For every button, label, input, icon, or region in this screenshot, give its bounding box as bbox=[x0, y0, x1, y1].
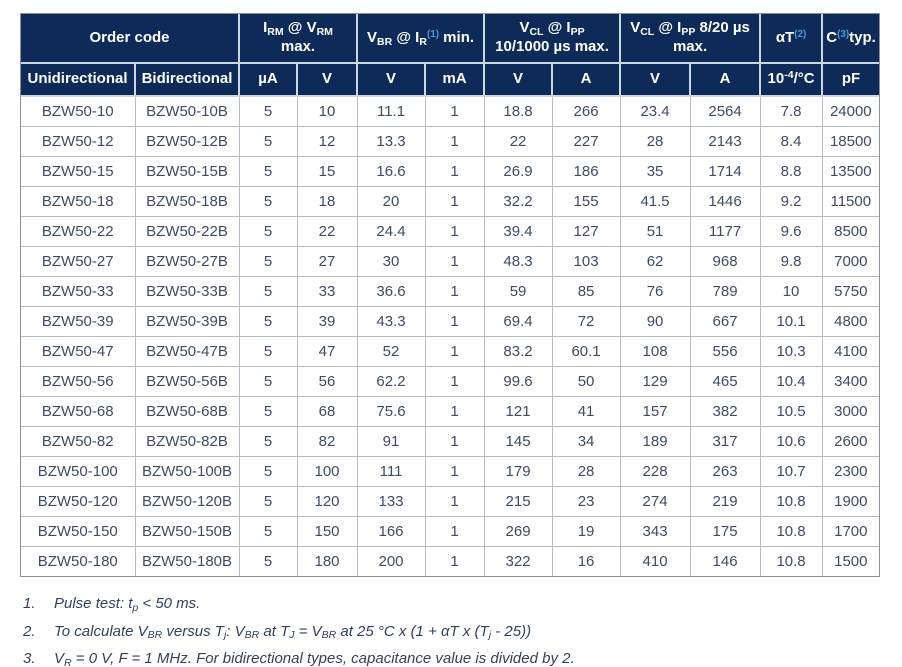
cell-unidirectional: BZW50-47 bbox=[21, 336, 135, 366]
header-vbr-ir: $V_{BR}$ @ $I_R^{(1)}$ min. bbox=[357, 14, 484, 63]
table-row bbox=[21, 306, 879, 336]
header-c-typ: C$^{(3)}$typ. bbox=[822, 14, 879, 63]
cell-vcl-8-20: 157 bbox=[620, 396, 690, 426]
cell-ipp-10-1000: 16 bbox=[552, 546, 620, 576]
table-row bbox=[21, 516, 879, 546]
cell-ipp-10-1000: 28 bbox=[552, 456, 620, 486]
cell-vcl-10-1000: 322 bbox=[484, 546, 552, 576]
cell-c-typ: 5750 bbox=[822, 276, 879, 306]
footnote-ref-2: (2) bbox=[794, 29, 807, 41]
cell-irm: 5 bbox=[239, 396, 297, 426]
cell-bidirectional: BZW50-27B bbox=[135, 246, 239, 276]
header-vcl-10-1000: $V_{CL}$ @ $I_{PP}$ 10/1000 µs max. bbox=[484, 14, 620, 63]
cell-vrm: 33 bbox=[297, 276, 357, 306]
footnote-3 bbox=[23, 649, 882, 667]
cell-ir: 1 bbox=[425, 486, 484, 516]
table-row bbox=[21, 216, 879, 246]
subheader-bidirectional: Bidirectional bbox=[135, 63, 239, 96]
cell-bidirectional: BZW50-68B bbox=[135, 396, 239, 426]
cell-unidirectional: BZW50-10 bbox=[21, 96, 135, 126]
cell-bidirectional: BZW50-150B bbox=[135, 516, 239, 546]
cell-ir: 1 bbox=[425, 456, 484, 486]
cell-vrm: 56 bbox=[297, 366, 357, 396]
cell-vcl-10-1000: 69.4 bbox=[484, 306, 552, 336]
cell-alpha-t: 10.6 bbox=[760, 426, 822, 456]
cell-unidirectional: BZW50-180 bbox=[21, 546, 135, 576]
cell-ipp-10-1000: 103 bbox=[552, 246, 620, 276]
cell-irm: 5 bbox=[239, 96, 297, 126]
unit-ua: µA bbox=[239, 63, 297, 96]
footnote-number: 2. bbox=[23, 622, 36, 640]
cell-ir: 1 bbox=[425, 96, 484, 126]
cell-vcl-8-20: 108 bbox=[620, 336, 690, 366]
cell-vbr: 200 bbox=[357, 546, 425, 576]
cell-vcl-8-20: 76 bbox=[620, 276, 690, 306]
cell-alpha-t: 9.6 bbox=[760, 216, 822, 246]
cell-bidirectional: BZW50-120B bbox=[135, 486, 239, 516]
cell-vcl-10-1000: 83.2 bbox=[484, 336, 552, 366]
cell-vcl-8-20: 189 bbox=[620, 426, 690, 456]
cell-vrm: 39 bbox=[297, 306, 357, 336]
cell-ipp-8-20: 1714 bbox=[690, 156, 760, 186]
cell-ir: 1 bbox=[425, 186, 484, 216]
cell-ipp-10-1000: 41 bbox=[552, 396, 620, 426]
cell-c-typ: 1500 bbox=[822, 546, 879, 576]
cell-bidirectional: BZW50-22B bbox=[135, 216, 239, 246]
cell-c-typ: 1900 bbox=[822, 486, 879, 516]
cell-bidirectional: BZW50-18B bbox=[135, 186, 239, 216]
table-row bbox=[21, 486, 879, 516]
cell-ir: 1 bbox=[425, 156, 484, 186]
cell-ir: 1 bbox=[425, 546, 484, 576]
cell-ipp-8-20: 1177 bbox=[690, 216, 760, 246]
cell-vrm: 10 bbox=[297, 96, 357, 126]
cell-c-typ: 8500 bbox=[822, 216, 879, 246]
cell-vbr: 24.4 bbox=[357, 216, 425, 246]
cell-vcl-10-1000: 39.4 bbox=[484, 216, 552, 246]
cell-c-typ: 4100 bbox=[822, 336, 879, 366]
cell-bidirectional: BZW50-39B bbox=[135, 306, 239, 336]
cell-bidirectional: BZW50-12B bbox=[135, 126, 239, 156]
cell-alpha-t: 10 bbox=[760, 276, 822, 306]
cell-ir: 1 bbox=[425, 276, 484, 306]
cell-vrm: 27 bbox=[297, 246, 357, 276]
cell-c-typ: 24000 bbox=[822, 96, 879, 126]
cell-vcl-8-20: 274 bbox=[620, 486, 690, 516]
cell-irm: 5 bbox=[239, 546, 297, 576]
table-row bbox=[21, 456, 879, 486]
cell-bidirectional: BZW50-33B bbox=[135, 276, 239, 306]
cell-ipp-10-1000: 50 bbox=[552, 366, 620, 396]
cell-c-typ: 7000 bbox=[822, 246, 879, 276]
cell-ipp-8-20: 465 bbox=[690, 366, 760, 396]
cell-ipp-10-1000: 266 bbox=[552, 96, 620, 126]
ratings-table-wrapper bbox=[20, 13, 880, 577]
cell-ipp-8-20: 317 bbox=[690, 426, 760, 456]
footnotes bbox=[23, 594, 882, 667]
cell-irm: 5 bbox=[239, 276, 297, 306]
cell-unidirectional: BZW50-68 bbox=[21, 396, 135, 426]
cell-c-typ: 2300 bbox=[822, 456, 879, 486]
cell-vcl-8-20: 28 bbox=[620, 126, 690, 156]
cell-vcl-10-1000: 59 bbox=[484, 276, 552, 306]
cell-irm: 5 bbox=[239, 156, 297, 186]
header-group-row bbox=[21, 14, 879, 63]
cell-vrm: 15 bbox=[297, 156, 357, 186]
unit-pf: pF bbox=[822, 63, 879, 96]
cell-vbr: 13.3 bbox=[357, 126, 425, 156]
cell-vrm: 68 bbox=[297, 396, 357, 426]
cell-vrm: 47 bbox=[297, 336, 357, 366]
unit-ma: mA bbox=[425, 63, 484, 96]
cell-unidirectional: BZW50-120 bbox=[21, 486, 135, 516]
cell-ipp-8-20: 667 bbox=[690, 306, 760, 336]
cell-alpha-t: 10.8 bbox=[760, 516, 822, 546]
header-units-row bbox=[21, 63, 879, 96]
cell-irm: 5 bbox=[239, 216, 297, 246]
cell-irm: 5 bbox=[239, 426, 297, 456]
header-irm-vrm: $I_{RM}$ @ $V_{RM}$ max. bbox=[239, 14, 357, 63]
cell-unidirectional: BZW50-27 bbox=[21, 246, 135, 276]
footnote-ref-1: (1) bbox=[426, 29, 440, 41]
table-row bbox=[21, 276, 879, 306]
cell-ipp-8-20: 175 bbox=[690, 516, 760, 546]
cell-unidirectional: BZW50-12 bbox=[21, 126, 135, 156]
cell-alpha-t: 8.4 bbox=[760, 126, 822, 156]
cell-irm: 5 bbox=[239, 246, 297, 276]
cell-vcl-10-1000: 99.6 bbox=[484, 366, 552, 396]
cell-vrm: 18 bbox=[297, 186, 357, 216]
cell-irm: 5 bbox=[239, 486, 297, 516]
cell-ir: 1 bbox=[425, 426, 484, 456]
footnote-text: To calculate $V_{BR}$ versus $T_j$: $V_{BR}$ at $T_J = V_{BR}$ at 25 °C x (1 + αT x $(T_j - 25)$) bbox=[54, 622, 532, 642]
cell-ipp-8-20: 968 bbox=[690, 246, 760, 276]
cell-vcl-8-20: 343 bbox=[620, 516, 690, 546]
cell-vrm: 22 bbox=[297, 216, 357, 246]
cell-vrm: 82 bbox=[297, 426, 357, 456]
footnote-ref-3: (3) bbox=[837, 29, 850, 41]
cell-alpha-t: 10.5 bbox=[760, 396, 822, 426]
footnote-number: 3. bbox=[23, 650, 36, 667]
cell-ipp-10-1000: 72 bbox=[552, 306, 620, 336]
cell-vbr: 91 bbox=[357, 426, 425, 456]
cell-vcl-8-20: 90 bbox=[620, 306, 690, 336]
cell-c-typ: 3400 bbox=[822, 366, 879, 396]
cell-vcl-8-20: 62 bbox=[620, 246, 690, 276]
cell-ipp-10-1000: 186 bbox=[552, 156, 620, 186]
unit-a-ipp1: A bbox=[552, 63, 620, 96]
cell-unidirectional: BZW50-15 bbox=[21, 156, 135, 186]
cell-ipp-8-20: 146 bbox=[690, 546, 760, 576]
cell-irm: 5 bbox=[239, 306, 297, 336]
cell-ir: 1 bbox=[425, 516, 484, 546]
cell-c-typ: 3000 bbox=[822, 396, 879, 426]
cell-ipp-8-20: 382 bbox=[690, 396, 760, 426]
cell-vbr: 62.2 bbox=[357, 366, 425, 396]
cell-vbr: 166 bbox=[357, 516, 425, 546]
table-row bbox=[21, 246, 879, 276]
table-row bbox=[21, 126, 879, 156]
cell-vcl-8-20: 228 bbox=[620, 456, 690, 486]
cell-vrm: 180 bbox=[297, 546, 357, 576]
cell-vbr: 52 bbox=[357, 336, 425, 366]
cell-ir: 1 bbox=[425, 396, 484, 426]
cell-vrm: 100 bbox=[297, 456, 357, 486]
cell-ir: 1 bbox=[425, 336, 484, 366]
cell-alpha-t: 9.8 bbox=[760, 246, 822, 276]
cell-c-typ: 18500 bbox=[822, 126, 879, 156]
cell-vcl-8-20: 35 bbox=[620, 156, 690, 186]
footnote-2 bbox=[23, 622, 882, 642]
cell-vcl-8-20: 410 bbox=[620, 546, 690, 576]
cell-vbr: 43.3 bbox=[357, 306, 425, 336]
ratings-table bbox=[21, 14, 879, 576]
cell-alpha-t: 7.8 bbox=[760, 96, 822, 126]
cell-ipp-10-1000: 60.1 bbox=[552, 336, 620, 366]
cell-ipp-10-1000: 127 bbox=[552, 216, 620, 246]
table-row bbox=[21, 186, 879, 216]
cell-irm: 5 bbox=[239, 336, 297, 366]
cell-c-typ: 13500 bbox=[822, 156, 879, 186]
table-row bbox=[21, 96, 879, 126]
cell-ipp-8-20: 2143 bbox=[690, 126, 760, 156]
footnote-text: Pulse test: $t_p < 50$ ms. bbox=[54, 595, 201, 614]
subheader-unidirectional: Unidirectional bbox=[21, 63, 135, 96]
cell-c-typ: 4800 bbox=[822, 306, 879, 336]
cell-vbr: 36.6 bbox=[357, 276, 425, 306]
unit-v-vrm: V bbox=[297, 63, 357, 96]
cell-ipp-10-1000: 19 bbox=[552, 516, 620, 546]
cell-irm: 5 bbox=[239, 516, 297, 546]
cell-alpha-t: 10.1 bbox=[760, 306, 822, 336]
header-alpha-t: αT$^{(2)}$ bbox=[760, 14, 822, 63]
cell-ipp-10-1000: 23 bbox=[552, 486, 620, 516]
unit-v-vcl2: V bbox=[620, 63, 690, 96]
cell-vcl-10-1000: 121 bbox=[484, 396, 552, 426]
cell-alpha-t: 10.8 bbox=[760, 546, 822, 576]
cell-bidirectional: BZW50-10B bbox=[135, 96, 239, 126]
cell-alpha-t: 10.8 bbox=[760, 486, 822, 516]
cell-vbr: 30 bbox=[357, 246, 425, 276]
cell-ir: 1 bbox=[425, 216, 484, 246]
cell-vcl-8-20: 51 bbox=[620, 216, 690, 246]
cell-unidirectional: BZW50-100 bbox=[21, 456, 135, 486]
cell-vcl-8-20: 23.4 bbox=[620, 96, 690, 126]
cell-ipp-10-1000: 155 bbox=[552, 186, 620, 216]
cell-irm: 5 bbox=[239, 456, 297, 486]
cell-alpha-t: 10.3 bbox=[760, 336, 822, 366]
cell-alpha-t: 10.4 bbox=[760, 366, 822, 396]
cell-ipp-10-1000: 85 bbox=[552, 276, 620, 306]
cell-alpha-t: 8.8 bbox=[760, 156, 822, 186]
cell-vrm: 150 bbox=[297, 516, 357, 546]
cell-ir: 1 bbox=[425, 246, 484, 276]
table-row bbox=[21, 336, 879, 366]
cell-unidirectional: BZW50-33 bbox=[21, 276, 135, 306]
cell-ipp-8-20: 219 bbox=[690, 486, 760, 516]
cell-unidirectional: BZW50-22 bbox=[21, 216, 135, 246]
cell-vbr: 133 bbox=[357, 486, 425, 516]
footnote-number: 1. bbox=[23, 595, 36, 612]
cell-alpha-t: 10.7 bbox=[760, 456, 822, 486]
cell-c-typ: 1700 bbox=[822, 516, 879, 546]
cell-ipp-10-1000: 34 bbox=[552, 426, 620, 456]
cell-vcl-10-1000: 22 bbox=[484, 126, 552, 156]
cell-vcl-10-1000: 48.3 bbox=[484, 246, 552, 276]
cell-alpha-t: 9.2 bbox=[760, 186, 822, 216]
cell-bidirectional: BZW50-82B bbox=[135, 426, 239, 456]
cell-vrm: 12 bbox=[297, 126, 357, 156]
cell-vcl-10-1000: 179 bbox=[484, 456, 552, 486]
cell-bidirectional: BZW50-180B bbox=[135, 546, 239, 576]
table-row bbox=[21, 546, 879, 576]
cell-unidirectional: BZW50-56 bbox=[21, 366, 135, 396]
cell-vcl-10-1000: 269 bbox=[484, 516, 552, 546]
cell-unidirectional: BZW50-39 bbox=[21, 306, 135, 336]
cell-irm: 5 bbox=[239, 366, 297, 396]
table-row bbox=[21, 426, 879, 456]
table-header bbox=[21, 14, 879, 96]
cell-unidirectional: BZW50-150 bbox=[21, 516, 135, 546]
cell-vcl-8-20: 129 bbox=[620, 366, 690, 396]
cell-ipp-8-20: 2564 bbox=[690, 96, 760, 126]
cell-c-typ: 11500 bbox=[822, 186, 879, 216]
cell-unidirectional: BZW50-82 bbox=[21, 426, 135, 456]
cell-vbr: 75.6 bbox=[357, 396, 425, 426]
cell-unidirectional: BZW50-18 bbox=[21, 186, 135, 216]
cell-irm: 5 bbox=[239, 186, 297, 216]
cell-vbr: 16.6 bbox=[357, 156, 425, 186]
table-row bbox=[21, 396, 879, 426]
cell-ir: 1 bbox=[425, 126, 484, 156]
cell-vcl-10-1000: 18.8 bbox=[484, 96, 552, 126]
unit-v-vbr: V bbox=[357, 63, 425, 96]
cell-bidirectional: BZW50-56B bbox=[135, 366, 239, 396]
cell-ipp-8-20: 1446 bbox=[690, 186, 760, 216]
header-vcl-8-20: $V_{CL}$ @ $I_{PP}$ 8/20 µs max. bbox=[620, 14, 760, 63]
footnote-1 bbox=[23, 594, 882, 614]
header-order-code: Order code bbox=[21, 14, 239, 63]
cell-ipp-8-20: 263 bbox=[690, 456, 760, 486]
cell-ipp-8-20: 789 bbox=[690, 276, 760, 306]
cell-vcl-10-1000: 215 bbox=[484, 486, 552, 516]
cell-bidirectional: BZW50-100B bbox=[135, 456, 239, 486]
cell-vrm: 120 bbox=[297, 486, 357, 516]
cell-ipp-8-20: 556 bbox=[690, 336, 760, 366]
unit-a-ipp2: A bbox=[690, 63, 760, 96]
cell-irm: 5 bbox=[239, 126, 297, 156]
cell-ir: 1 bbox=[425, 306, 484, 336]
footnote-text: $V_R = 0$ V, F = 1 MHz. For bidirectional types, capacitance value is divided by 2. bbox=[54, 650, 575, 667]
unit-per-degc: $10^{-4}/^\circ C$ bbox=[760, 63, 822, 96]
cell-vcl-10-1000: 145 bbox=[484, 426, 552, 456]
cell-vcl-10-1000: 26.9 bbox=[484, 156, 552, 186]
table-row bbox=[21, 156, 879, 186]
cell-vbr: 20 bbox=[357, 186, 425, 216]
unit-v-vcl1: V bbox=[484, 63, 552, 96]
cell-ir: 1 bbox=[425, 366, 484, 396]
cell-vbr: 11.1 bbox=[357, 96, 425, 126]
table-body bbox=[21, 96, 879, 576]
cell-vcl-8-20: 41.5 bbox=[620, 186, 690, 216]
cell-vbr: 111 bbox=[357, 456, 425, 486]
cell-ipp-10-1000: 227 bbox=[552, 126, 620, 156]
cell-c-typ: 2600 bbox=[822, 426, 879, 456]
cell-bidirectional: BZW50-15B bbox=[135, 156, 239, 186]
cell-vcl-10-1000: 32.2 bbox=[484, 186, 552, 216]
cell-bidirectional: BZW50-47B bbox=[135, 336, 239, 366]
table-row bbox=[21, 366, 879, 396]
